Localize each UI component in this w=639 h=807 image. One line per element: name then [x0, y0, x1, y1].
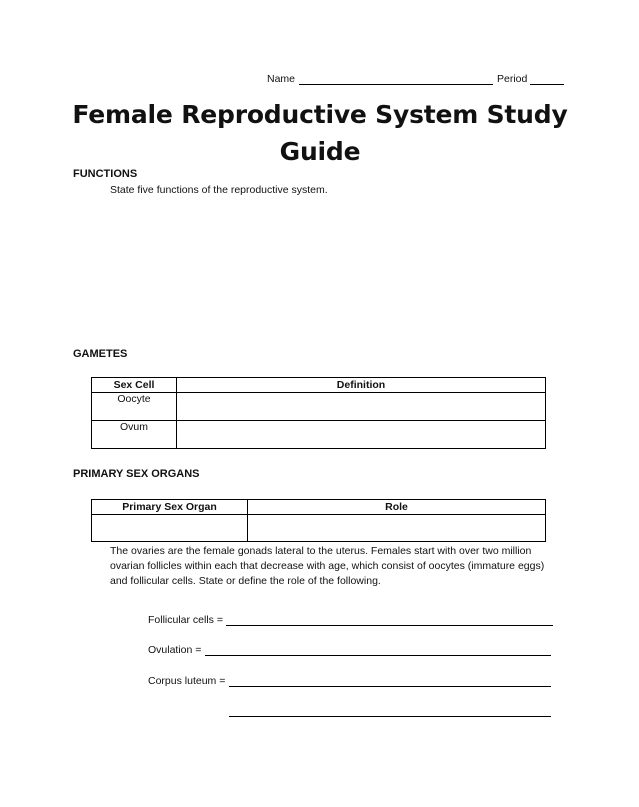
ovulation-answer-line[interactable]: [205, 655, 551, 656]
gametes-definition-ovum[interactable]: [177, 421, 546, 449]
gametes-table: [91, 377, 546, 449]
ovaries-paragraph: The ovaries are the female gonads lateral to the uterus. Females start with over two million ovarian follicles within each that decrease with age, which consist of oocytes (immature eggs) and follicular cells. State or define the role of the following.: [110, 545, 545, 587]
organs-cell-role[interactable]: [248, 515, 546, 542]
corpus-luteum-label: Corpus luteum =: [148, 675, 226, 687]
functions-prompt: State five functions of the reproductive system.: [110, 184, 328, 196]
functions-heading: FUNCTIONS: [73, 168, 138, 180]
corpus-luteum-answer-line-2[interactable]: [229, 716, 551, 717]
follicular-cells-answer-line[interactable]: [226, 625, 553, 626]
ovulation-label: Ovulation =: [148, 644, 202, 656]
name-label: Name: [267, 73, 296, 85]
follicular-cells-label: Follicular cells =: [148, 614, 223, 626]
page-title: Female Reproductive System Study Guide: [72, 100, 568, 166]
gametes-col-definition: Definition: [177, 378, 546, 393]
primary-sex-organs-table: [91, 499, 546, 542]
primary-sex-organs-heading: PRIMARY SEX ORGANS: [73, 468, 200, 480]
gametes-heading: GAMETES: [73, 348, 128, 360]
organs-cell-organ[interactable]: [92, 515, 248, 542]
period-field[interactable]: [530, 84, 564, 85]
organs-col-role: Role: [248, 500, 546, 515]
gametes-definition-oocyte[interactable]: [177, 393, 546, 421]
gametes-row-oocyte: Oocyte: [92, 393, 177, 421]
gametes-row-ovum: Ovum: [92, 421, 177, 449]
organs-col-organ: Primary Sex Organ: [92, 500, 248, 515]
name-field[interactable]: [299, 84, 493, 85]
corpus-luteum-answer-line[interactable]: [229, 686, 551, 687]
gametes-col-sex-cell: Sex Cell: [92, 378, 177, 393]
period-label: Period: [497, 73, 528, 85]
